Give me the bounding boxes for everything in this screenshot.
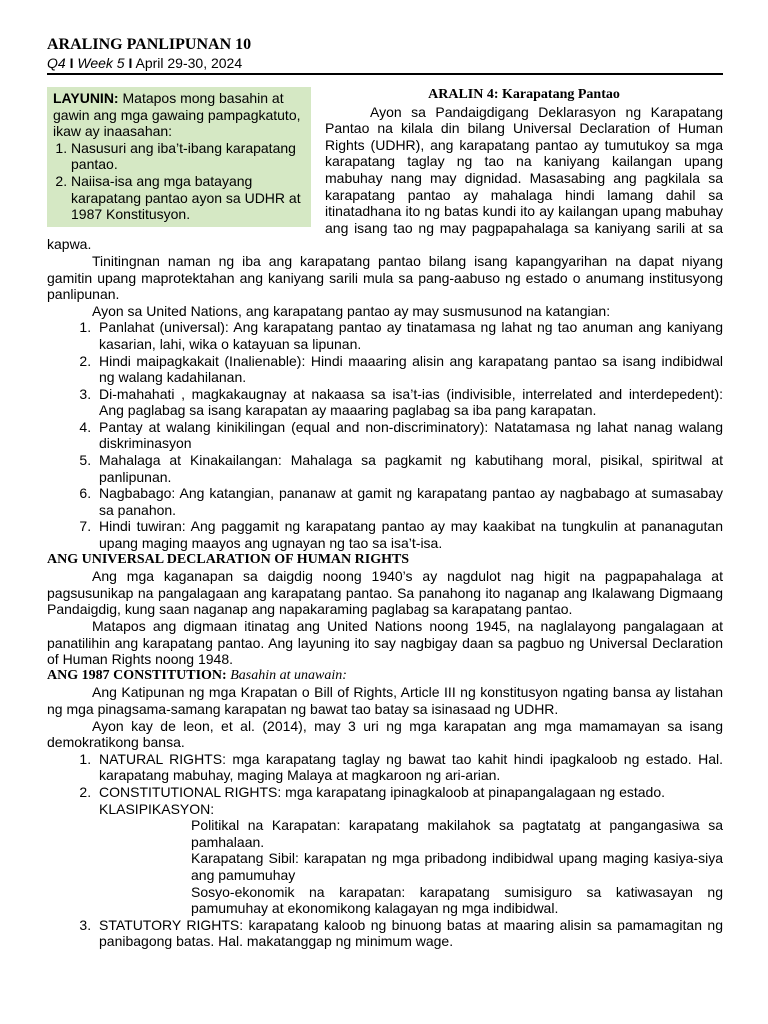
traits-list: [47, 319, 723, 551]
lesson-paragraph: Ayon sa Pandaigdigang Deklarasyon ng Karapatang Pantao na kilala din bilang Universal Declaration of Human Rights (UDHR), ang karapatang pantao ay tumutukoy sa mga karapatang taglay ng tao na kaniyang kailangan upang mabuhay nang may dignidad. Masasabing ang pagkilala sa karapatang pantao ay mahalaga hindi lamang dahil sa itinatadhana ito ng batas kundi ito ay kailangan upang mabuhay ang isang tao ng may pagpapahalaga sa kaniyang sarili at sa kapwa.: [47, 103, 723, 253]
rights-list: [47, 751, 723, 950]
trait-item: 4. Pantay at walang kinikilingan (equal and non-discriminatory): Natatamasa ng lahat nanag walang diskriminasyon: [95, 419, 723, 452]
lesson-paragraph: Tinitingnan naman ng iba ang karapatang pantao bilang isang kapangyarihan na dapat niyang gamitin upang maprotektahan ang kaniyang sarili mula sa pang-aabuso ng estado o anumang institusyong panlipunan.: [47, 252, 723, 303]
constitution-paragraph: Ayon kay de leon, et al. (2014), may 3 uri ng mga karapatan ang mga mamamayan sa isang demokratikong bansa.: [47, 717, 723, 751]
schedule-line: [47, 54, 723, 72]
subject-title: ARALING PANLIPUNAN 10: [47, 36, 252, 53]
classification-item: Sosyo-ekonomik na karapatan: karapatang sumisiguro sa katiwasayan ng pamumuhay at ekonomikong kalagayan ng mga indibidwal.: [191, 883, 723, 917]
trait-item: 5. Mahalaga at Kinakailangan: Mahalaga sa pagkamit ng kabutihang moral, pisikal, spiritwal at panlipunan.: [95, 452, 723, 485]
lesson-paragraph: Ayon sa United Nations, ang karapatang pantao ay may susmusunod na katangian:: [92, 302, 611, 319]
constitutional-text: CONSTITUTIONAL RIGHTS: mga karapatang ipinagkaloob at pinapangalagaan ng estado.: [99, 783, 666, 800]
week-label: Week 5: [77, 55, 125, 71]
classification-item: Karapatang Sibil: karapatan ng mga pribadong indibidwal upang maging kasiya-siya ang pamumuhay: [191, 850, 723, 883]
trait-item: 7. Hindi tuwiran: Ang paggamit ng karapatang pantao ay may kaakibat na tungkulin at pananagutan upang maging maayos ang ugnayan ng tao sa isa’t-isa.: [95, 518, 723, 551]
trait-item: 3. Di-mahahati , magkakaugnay at nakaasa sa isa’t-ias (indivisible, interrelated and interdepedent): Ang paglabag sa isang karapatan ay maaaring paglabag sa iba pang karapatan.: [95, 386, 723, 419]
constitution-heading: ANG 1987 CONSTITUTION:: [47, 667, 227, 683]
objectives-intro: Matapos mong basahin at gawin ang mga gawaing pampagkatuto, ikaw ay inaasahan:: [53, 90, 301, 140]
document-body: [47, 87, 723, 950]
header-rule: [47, 73, 723, 75]
quarter-label: Q4: [47, 55, 66, 71]
objectives-label: LAYUNIN:: [53, 90, 119, 106]
separator: I: [69, 55, 74, 71]
trait-item: 1. Panlahat (universal): Ang karapatang pantao ay tinatamasa ng lahat ng tao anuman ang kaniyang kasarian, lahi, wika o katayuan sa lipunan.: [95, 319, 723, 352]
objectives-box: [47, 87, 311, 227]
constitution-paragraph: Ang Katipunan ng mga Krapatan o Bill of Rights, Article III ng konstitusyon ngating bansa ay listahan ng mga pinagsama-samang karapatan ng bawat tao batay sa isinasaad ng UDHR.: [47, 684, 723, 717]
date-label: April 29-30, 2024: [135, 55, 243, 71]
constitution-note: Basahin at unawain:: [230, 667, 347, 683]
klasipikasyon-label: KLASIPIKASYON:: [99, 800, 215, 817]
classification-item: Politikal na Karapatan: karapatang makilahok sa pagtatatg at pangangasiwa sa pamhalaan.: [191, 817, 723, 850]
objective-item: 1. Nasusuri ang iba’t-ibang karapatang pantao.: [71, 140, 305, 173]
udhr-paragraph: Ang mga kaganapan sa daigdig noong 1940’s ay nagdulot nag higit na pagpapahalaga at pagsusunikap na pangalagaan ang karapatang pantao. Sa panahong ito naganap ang Ikalawang Digmaang Pandaigdig, kung saan naganap ang napakaraming paglabag sa karapatang pantao.: [47, 568, 723, 618]
rights-item-statutory: 3. STATUTORY RIGHTS: karapatang kaloob ng binuong batas at maaring alisin sa pamamagitan ng panibagong batas. Hal. makatanggap ng minimum wage.: [95, 917, 723, 950]
document-page: [47, 36, 723, 950]
constitution-heading-line: [47, 668, 723, 685]
objective-item: 2. Naiisa-isa ang mga batayang karapatang pantao ayon sa UDHR at 1987 Konstitusyon.: [71, 173, 305, 223]
separator: I: [128, 55, 133, 71]
objectives-list: [53, 140, 305, 223]
trait-item: 2. Hindi maipagkakait (Inalienable): Hindi maaaring alisin ang karapatang pantao sa isang indibidwal ng walang kadahilanan.: [95, 353, 723, 386]
rights-item-natural: 1. NATURAL RIGHTS: mga karapatang taglay ng bawat tao kahit hindi ipagkaloob ng estado. Hal. karapatang mabuhay, maging Malaya at magkaroon ng ari-arian.: [95, 751, 723, 784]
rights-item-constitutional: [95, 784, 723, 917]
udhr-paragraph: Matapos ang digmaan itinatag ang United Nations noong 1945, na naglalayong pangalagaan at panatilihin ang karapatang pantao. Ang layuning ito say nagbigay daan sa pagbuo ng Universal Declaration of Human Rights noong 1948.: [47, 618, 723, 668]
lesson-title: ARALIN 4: Karapatang Pantao: [428, 87, 620, 102]
udhr-heading: ANG UNIVERSAL DECLARATION OF HUMAN RIGHTS: [47, 551, 410, 567]
trait-item: 6. Nagbabago: Ang katangian, pananaw at gamit ng karapatang pantao ay nagbabago at sumasabay sa panahon.: [95, 485, 723, 518]
